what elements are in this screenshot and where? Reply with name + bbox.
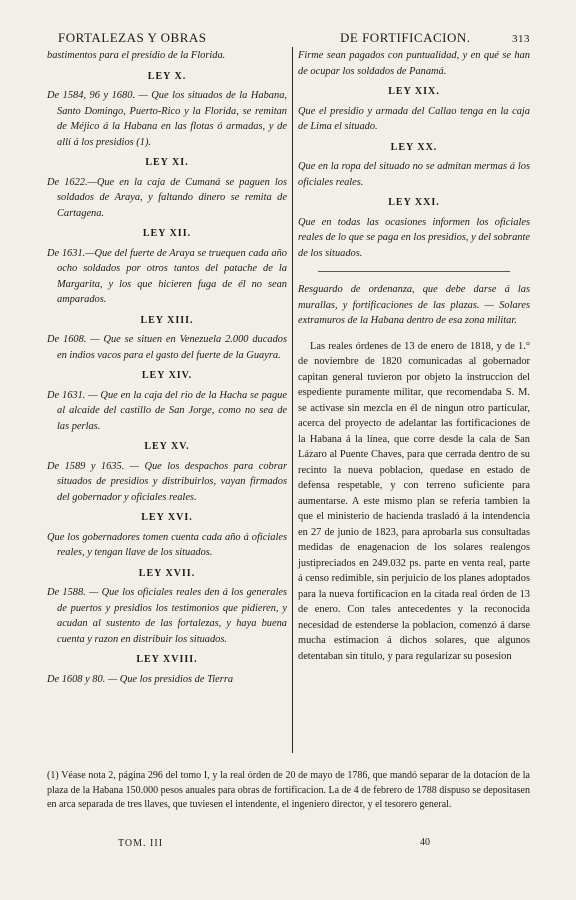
law-title: LEY XI. xyxy=(145,157,189,168)
section-heading: Resguardo de ordenanza, que debe darse á las murallas, y fortificaciones de las plazas. — Solares extramuros de la Habana dentro de esa zona militar. xyxy=(298,284,530,326)
law-text: De 1631.—Que del fuerte de Araya se truequen cada año ocho soldados por otros tantos del patache de la Margarita, y los que hicieren fuga de él no sean amparados. xyxy=(47,247,287,305)
law-title: LEY XX. xyxy=(390,141,438,153)
law-title: LEY XIX. xyxy=(388,86,440,97)
running-head-right: DE FORTIFICACION. xyxy=(340,30,471,45)
law-title: LEY X. xyxy=(147,70,187,82)
volume-mark: TOM. III xyxy=(118,838,164,849)
law-text: De 1631. — Que en la caja del rio de la Hacha se pague al alcaide del castillo de San Jorge, como no sea de las perlas. xyxy=(47,389,287,432)
right-column-intro: Firme sean pagados con puntualidad, y en qué se han de ocupar los soldados de Panamá. xyxy=(298,50,530,77)
law-text: Que en la ropa del situado no se admitan mermas á los oficiales reales. xyxy=(298,161,530,188)
law-text: Que en todas las ocasiones informen los oficiales reales de lo que se paga en los presidios, y del sobrante de los situados. xyxy=(298,216,530,259)
law-title: LEY XIV. xyxy=(141,370,193,381)
law-text: Que los gobernadores tomen cuenta cada año á oficiales reales, y tengan llave de los situados. xyxy=(47,531,287,558)
law-text: De 1608 y 80. — Que los presidios de Tierra xyxy=(47,673,234,685)
law-title: LEY XVII. xyxy=(138,567,196,579)
page-number: 313 xyxy=(512,33,530,45)
section-separator xyxy=(318,271,510,272)
law-text: De 1622.—Que en la caja de Cumaná se paguen los soldados de Araya, y faltando dinero se remita de Cartagena. xyxy=(47,176,287,219)
law-title: LEY XXI. xyxy=(388,197,440,208)
law-text: De 1588. — Que los oficiales reales den á los generales de puertos y presidios los testimonios que pidieren, y acudan al sustento de las fortalezas, y haya buena cuenta y razon en distribuir los situados. xyxy=(47,587,287,645)
running-head-left: FORTALEZAS Y OBRAS xyxy=(58,30,207,45)
left-column xyxy=(47,48,287,687)
law-title: LEY XVI. xyxy=(141,512,193,523)
law-title: LEY XVIII. xyxy=(136,654,198,665)
footnote: (1) Véase nota 2, página 296 del tomo I, y la real órden de 20 de mayo de 1786, que mandó separar de la dotacion de la plaza de la Habana 150.000 pesos anuales para obras de fortificacion. La de 4 de febrero de 1788 dispuso se depositasen en arca separada de tres llaves, que tuviesen el intendente, el ingeniero director, y el tesorero general. xyxy=(47,770,530,810)
law-title: LEY XII. xyxy=(142,228,192,239)
law-title: LEY XIII. xyxy=(140,314,194,326)
law-text: De 1584, 96 y 1680. — Que los situados de la Habana, Santo Domingo, Puerto-Rico y la Florida, se remitan de Méjico á la Habana en las flotas ó armadas, y de allí á los presidios (1). xyxy=(47,90,287,148)
law-text: De 1608. — Que se situen en Venezuela 2.000 ducados en indios vacos para el gasto del fuerte de la Guayra. xyxy=(47,334,287,361)
section-body: Las reales órdenes de 13 de enero de 1818, y de 1.° de noviembre de 1820 comunicadas al gobernador capitan general tuvieron por objeto la instruccion del espediente puramente militar, que recomendaba S. M. se activase sin mezcla en él de ningun otro particular, acerca del proyecto de adelantar las fortificaciones de la Habana á la línea, que corre desde la cala de San Lázaro al Puente Chaves, para que cerrada dentro de su recinto la nueva poblacion, quedase en estado de defensa respetable, y con terreno suficiente para aumentarse. A este mismo plan se referia tambien la que el ministerio de hacienda trasladó á la intendencia en 27 de junio de 1823, para aprobarla sus consultadas medidas de enagenacion de los solares realengos justipreciados en 249.032 ps. parte en venta real, parte á censo redimible, sin perjuicio de los planes adoptados para la nueva fortificacion en la citada real órden de 13 de enero. Con tales antecedentes y la reconocida necesidad de estenderse la poblacion, comenzó á darse mucha estimacion á dichos solares, que algunos detentaban sin título, y para regularizar su posesion xyxy=(298,340,530,662)
left-column-intro: bastimentos para el presidio de la Florida. xyxy=(47,50,226,61)
right-column xyxy=(298,48,530,664)
law-text: De 1589 y 1635. — Que los despachos para cobrar situados de presidios y distribuirlos, vayan firmados del gobernador y oficiales reales. xyxy=(47,460,287,503)
law-title: LEY XV. xyxy=(144,441,190,452)
signature-mark: 40 xyxy=(420,837,430,848)
column-divider xyxy=(292,47,293,753)
law-text: Que el presidio y armada del Callao tenga en la caja de Lima el situado. xyxy=(298,105,530,132)
